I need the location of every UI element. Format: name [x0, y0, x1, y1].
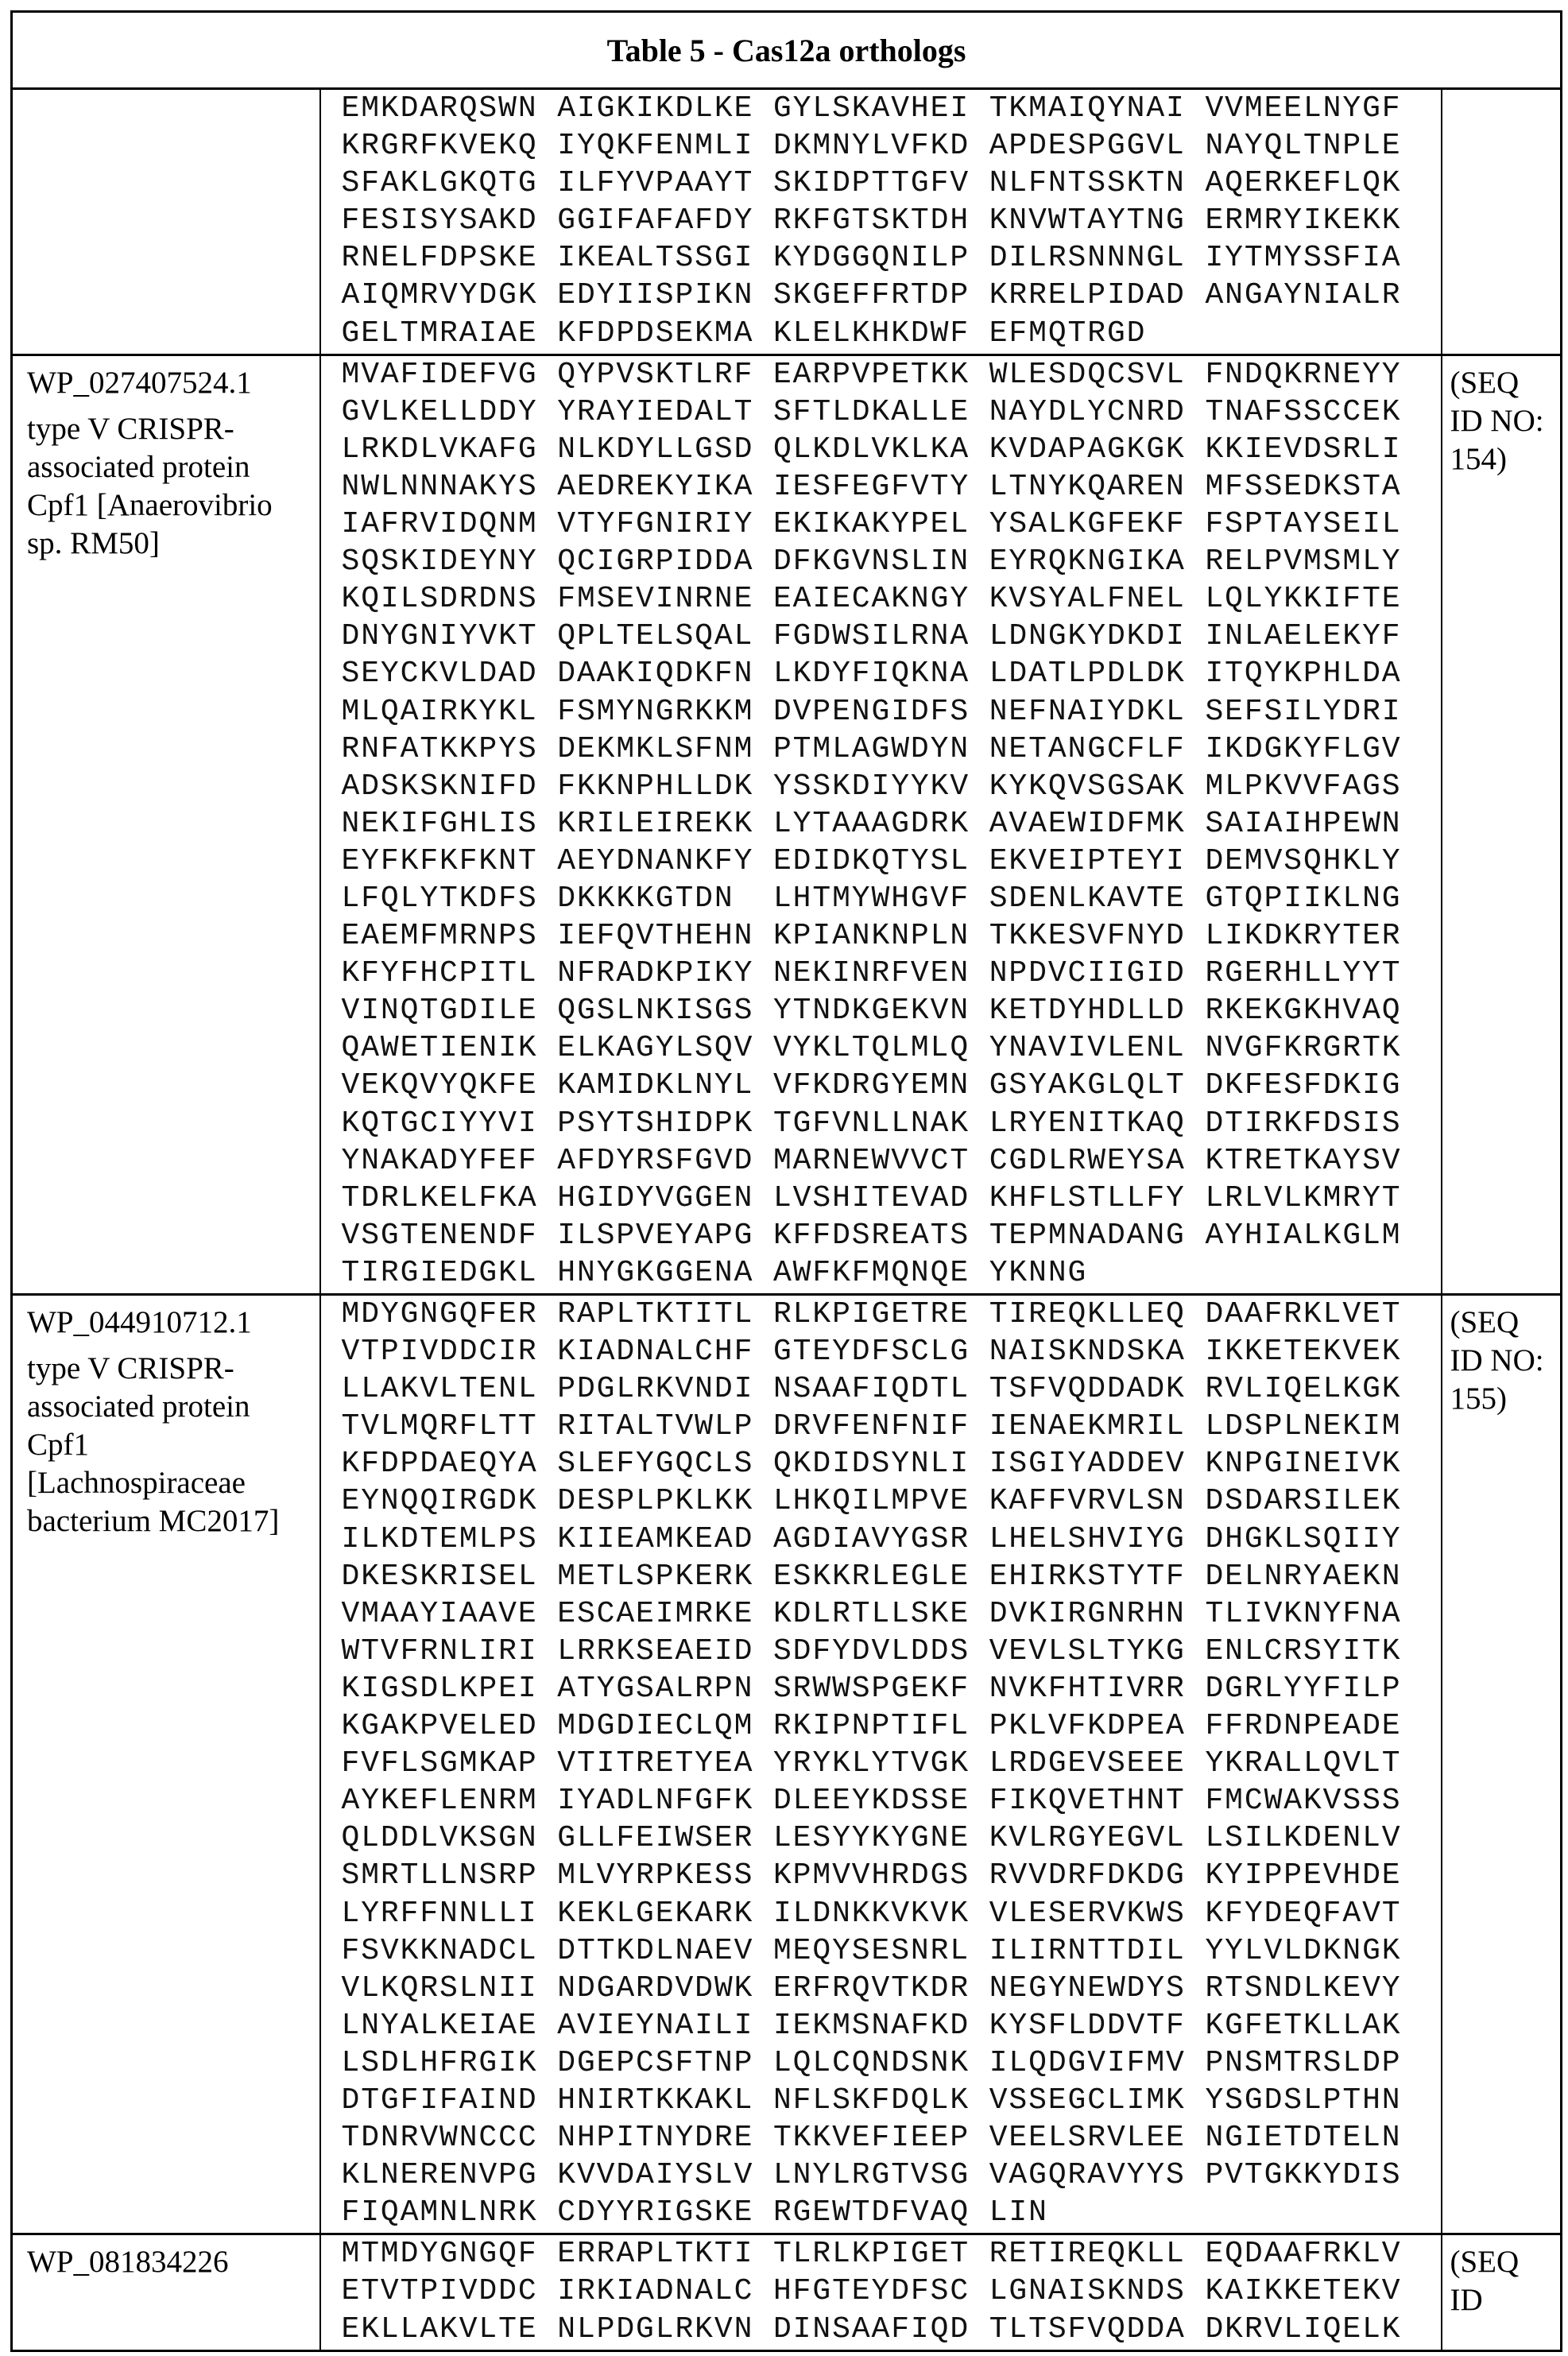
table-title: Table 5 - Cas12a orthologs: [12, 12, 1562, 89]
table-row: [12, 2234, 1562, 2350]
sequence-line: IAFRVIDQNM VTYFGNIRIY EKIKAKYPEL YSALKGFEKF FSPTAYSEIL: [342, 506, 1441, 543]
sequence-line: LYRFFNNLLI KEKLGEKARK ILDNKKVKVK VLESERVKWS KFYDEQFAVT: [342, 1895, 1441, 1932]
ortholog-label-cell: [12, 1295, 320, 2234]
ortholog-label: [13, 2235, 319, 2281]
sequence-line: EKLLAKVLTE NLPDGLRKVN DINSAAFIQD TLTSFVQDDA DKRVLIQELK: [342, 2311, 1441, 2348]
sequence-line: EYFKFKFKNT AEYDNANKFY EDIDKQTYSL EKVEIPTEYI DEMVSQHKLY: [342, 843, 1441, 880]
amino-acid-sequence: [321, 1296, 1441, 2233]
sequence-line: ETVTPIVDDC IRKIADNALC HFGTEYDFSC LGNAISKNDS KAIKKETEKV: [342, 2273, 1441, 2310]
sequence-line: SFAKLGKQTG ILFYVPAAYT SKIDPTTGFV NLFNTSSKTN AQERKEFLQK: [342, 165, 1441, 202]
sequence-line: SEYCKVLDAD DAAKIQDKFN LKDYFIQKNA LDATLPDLDK ITQYKPHLDA: [342, 655, 1441, 692]
protein-description: type V CRISPR-associated protein Cpf1 [Anaerovibrio sp. RM50]: [27, 410, 312, 563]
seq-id-number: (SEQ ID NO: 155): [1442, 1296, 1561, 1418]
sequence-line: VSGTENENDF ILSPVEYAPG KFFDSREATS TEPMNADANG AYHIALKGLM: [342, 1217, 1441, 1254]
sequence-line: KFDPDAEQYA SLEFYGQCLS QKDIDSYNLI ISGIYADDEV KNPGINEIVK: [342, 1445, 1441, 1482]
sequence-line: KRGRFKVEKQ IYQKFENMLI DKMNYLVFKD APDESPGGVL NAYQLTNPLE: [342, 127, 1441, 165]
sequence-line: KFYFHCPITL NFRADKPIKY NEKINRFVEN NPDVCIIGID RGERHLLYYT: [342, 955, 1441, 992]
table-title-row: [12, 12, 1562, 89]
sequence-line: EMKDARQSWN AIGKIKDLKE GYLSKAVHEI TKMAIQYNAI VVMEELNYGF: [342, 90, 1441, 127]
sequence-line: YNAKADYFEF AFDYRSFGVD MARNEWVVCT CGDLRWEYSA KTRETKAYSV: [342, 1142, 1441, 1180]
sequence-line: FVFLSGMKAP VTITRETYEA YRYKLYTVGK LRDGEVSEEE YKRALLQVLT: [342, 1745, 1441, 1782]
sequence-line: RNFATKKPYS DEKMKLSFNM PTMLAGWDYN NETANGCFLF IKDGKYFLGV: [342, 730, 1441, 768]
sequence-line: EAEMFMRNPS IEFQVTHEHN KPIANKNPLN TKKESVFNYD LIKDKRYTER: [342, 917, 1441, 955]
table-row: [12, 355, 1562, 1294]
sequence-line: FESISYSAKD GGIFAFAFDY RKFGTSKTDH KNVWTAYTNG ERMRYIKEKK: [342, 202, 1441, 239]
sequence-line: MLQAIRKYKL FSMYNGRKKM DVPENGIDFS NEFNAIYDKL SEFSILYDRI: [342, 693, 1441, 730]
sequence-line: KGAKPVELED MDGDIECLQM RKIPNPTIFL PKLVFKDPEA FFRDNPEADE: [342, 1707, 1441, 1745]
sequence-line: DTGFIFAIND HNIRTKKAKL NFLSKFDQLK VSSEGCLIMK YSGDSLPTHN: [342, 2082, 1441, 2119]
sequence-cell: [320, 355, 1442, 1294]
sequence-line: MTMDYGNGQF ERRAPLTKTI TLRLKPIGET RETIREQKLL EQDAAFRKLV: [342, 2235, 1441, 2273]
sequence-line: EYNQQIRGDK DESPLPKLKK LHKQILMPVE KAFFVRVLSN DSDARSILEK: [342, 1482, 1441, 1520]
seq-id-number: (SEQ ID: [1442, 2235, 1561, 2319]
sequence-line: RNELFDPSKE IKEALTSSGI KYDGGQNILP DILRSNNNGL IYTMYSSFIA: [342, 239, 1441, 277]
ortholog-label: [13, 1296, 319, 1540]
protein-description: type V CRISPR-associated protein Cpf1 [Lachnospiraceae bacterium MC2017]: [27, 1350, 312, 1540]
sequence-line: VLKQRSLNII NDGARDVDWK ERFRQVTKDR NEGYNEWDYS RTSNDLKEVY: [342, 1970, 1441, 2007]
sequence-line: KQTGCIYYVI PSYTSHIDPK TGFVNLLNAK LRYENITKAQ DTIRKFDSIS: [342, 1105, 1441, 1142]
sequence-line: NEKIFGHLIS KRILEIREKK LYTAAAGDRK AVAEWIDFMK SAIAIHPEWN: [342, 805, 1441, 843]
sequence-cell: [320, 1295, 1442, 2234]
cas12a-orthologs-table: [10, 10, 1562, 2352]
ortholog-label-cell: [12, 355, 320, 1294]
sequence-line: VTPIVDDCIR KIADNALCHF GTEYDFSCLG NAISKNDSKA IKKETEKVEK: [342, 1333, 1441, 1370]
sequence-line: TDNRVWNCCC NHPITNYDRE TKKVEFIEEP VEELSRVLEE NGIETDTELN: [342, 2119, 1441, 2156]
sequence-line: VINQTGDILE QGSLNKISGS YTNDKGEKVN KETDYHDLLD RKEKGKHVAQ: [342, 992, 1441, 1029]
sequence-cell: [320, 89, 1442, 355]
sequence-line: AYKEFLENRM IYADLNFGFK DLEEYKDSSE FIKQVETHNT FMCWAKVSSS: [342, 1782, 1441, 1819]
table-row: [12, 1295, 1562, 2234]
sequence-line: MDYGNGQFER RAPLTKTITL RLKPIGETRE TIREQKLLEQ DAAFRKLVET: [342, 1296, 1441, 1333]
sequence-line: GVLKELLDDY YRAYIEDALT SFTLDKALLE NAYDLYCNRD TNAFSSCCEK: [342, 393, 1441, 431]
accession-number: WP_027407524.1: [27, 364, 312, 402]
sequence-line: VEKQVYQKFE KAMIDKLNYL VFKDRGYEMN GSYAKGLQLT DKFESFDKIG: [342, 1067, 1441, 1104]
amino-acid-sequence: [321, 2235, 1441, 2349]
sequence-line: KLNERENVPG KVVDAIYSLV LNYLRGTVSG VAGQRAVYYS PVTGKKYDIS: [342, 2156, 1441, 2194]
sequence-line: KIGSDLKPEI ATYGSALRPN SRWWSPGEKF NVKFHTIVRR DGRLYYFILP: [342, 1670, 1441, 1707]
sequence-cell: [320, 2234, 1442, 2350]
sequence-line: FIQAMNLNRK CDYYRIGSKE RGEWTDFVAQ LIN: [342, 2194, 1441, 2231]
sequence-line: AIQMRVYDGK EDYIISPIKN SKGEFFRTDP KRRELPIDAD ANGAYNIALR: [342, 277, 1441, 314]
sequence-line: WTVFRNLIRI LRRKSEAEID SDFYDVLDDS VEVLSLTYKG ENLCRSYITK: [342, 1633, 1441, 1670]
sequence-line: NWLNNNAKYS AEDREKYIKA IESFEGFVTY LTNYKQAREN MFSSEDKSTA: [342, 468, 1441, 506]
sequence-line: LSDLHFRGIK DGEPCSFTNP LQLCQNDSNK ILQDGVIFMV PNSMTRSLDP: [342, 2044, 1441, 2082]
sequence-line: VMAAYIAAVE ESCAEIMRKE KDLRTLLSKE DVKIRGNRHN TLIVKNYFNA: [342, 1595, 1441, 1633]
seq-id-cell: [1442, 1295, 1562, 2234]
sequence-line: DNYGNIYVKT QPLTELSQAL FGDWSILRNA LDNGKYDKDI INLAELEKYF: [342, 618, 1441, 655]
sequence-line: TDRLKELFKA HGIDYVGGEN LVSHITEVAD KHFLSTLLFY LRLVLKMRYT: [342, 1180, 1441, 1217]
sequence-line: QLDDLVKSGN GLLFEIWSER LESYYKYGNE KVLRGYEGVL LSILKDENLV: [342, 1819, 1441, 1857]
sequence-line: LRKDLVKAFG NLKDYLLGSD QLKDLVKLKA KVDAPAGKGK KKIEVDSRLI: [342, 431, 1441, 468]
sequence-line: FSVKKNADCL DTTKDLNAEV MEQYSESNRL ILIRNTTDIL YYLVLDKNGK: [342, 1932, 1441, 1970]
ortholog-label-cell: [12, 2234, 320, 2350]
ortholog-label: [13, 90, 319, 98]
sequence-line: LLAKVLTENL PDGLRKVNDI NSAAFIQDTL TSFVQDDADK RVLIQELKGK: [342, 1370, 1441, 1408]
accession-number: WP_044910712.1: [27, 1304, 312, 1342]
sequence-line: KQILSDRDNS FMSEVINRNE EAIECAKNGY KVSYALFNEL LQLYKKIFTE: [342, 580, 1441, 618]
seq-id-cell: [1442, 2234, 1562, 2350]
ortholog-label: [13, 356, 319, 563]
amino-acid-sequence: [321, 356, 1441, 1293]
seq-id-cell: [1442, 355, 1562, 1294]
seq-id-number: (SEQ ID NO: 154): [1442, 356, 1561, 479]
sequence-line: ADSKSKNIFD FKKNPHLLDK YSSKDIYYKV KYKQVSGSAK MLPKVVFAGS: [342, 768, 1441, 805]
sequence-line: TVLMQRFLTT RITALTVWLP DRVFENFNIF IENAEKMRIL LDSPLNEKIM: [342, 1408, 1441, 1445]
sequence-line: SQSKIDEYNY QCIGRPIDDA DFKGVNSLIN EYRQKNGIKA RELPVMSMLY: [342, 543, 1441, 580]
table-row: [12, 89, 1562, 355]
ortholog-label-cell: [12, 89, 320, 355]
sequence-line: DKESKRISEL METLSPKERK ESKKRLEGLE EHIRKSTYTF DELNRYAEKN: [342, 1558, 1441, 1595]
sequence-line: TIRGIEDGKL HNYGKGGENA AWFKFMQNQE YKNNG: [342, 1254, 1441, 1292]
amino-acid-sequence: [321, 90, 1441, 354]
sequence-line: QAWETIENIK ELKAGYLSQV VYKLTQLMLQ YNAVIVLENL NVGFKRGRTK: [342, 1029, 1441, 1067]
seq-id-cell: [1442, 89, 1562, 355]
seq-id-number: [1442, 90, 1561, 98]
sequence-line: ILKDTEMLPS KIIEAMKEAD AGDIAVYGSR LHELSHVIYG DHGKLSQIIY: [342, 1521, 1441, 1558]
sequence-line: LNYALKEIAE AVIEYNAILI IEKMSNAFKD KYSFLDDVTF KGFETKLLAK: [342, 2007, 1441, 2044]
sequence-line: MVAFIDEFVG QYPVSKTLRF EARPVPETKK WLESDQCSVL FNDQKRNEYY: [342, 356, 1441, 393]
sequence-line: SMRTLLNSRP MLVYRPKESS KPMVVHRDGS RVVDRFDKDG KYIPPEVHDE: [342, 1857, 1441, 1894]
sequence-line: GELTMRAIAE KFDPDSEKMA KLELKHKDWF EFMQTRGD: [342, 315, 1441, 352]
sequence-line: LFQLYTKDFS DKKKKGTDN LHTMYWHGVF SDENLKAVTE GTQPIIKLNG: [342, 880, 1441, 917]
accession-number: WP_081834226: [27, 2243, 312, 2281]
